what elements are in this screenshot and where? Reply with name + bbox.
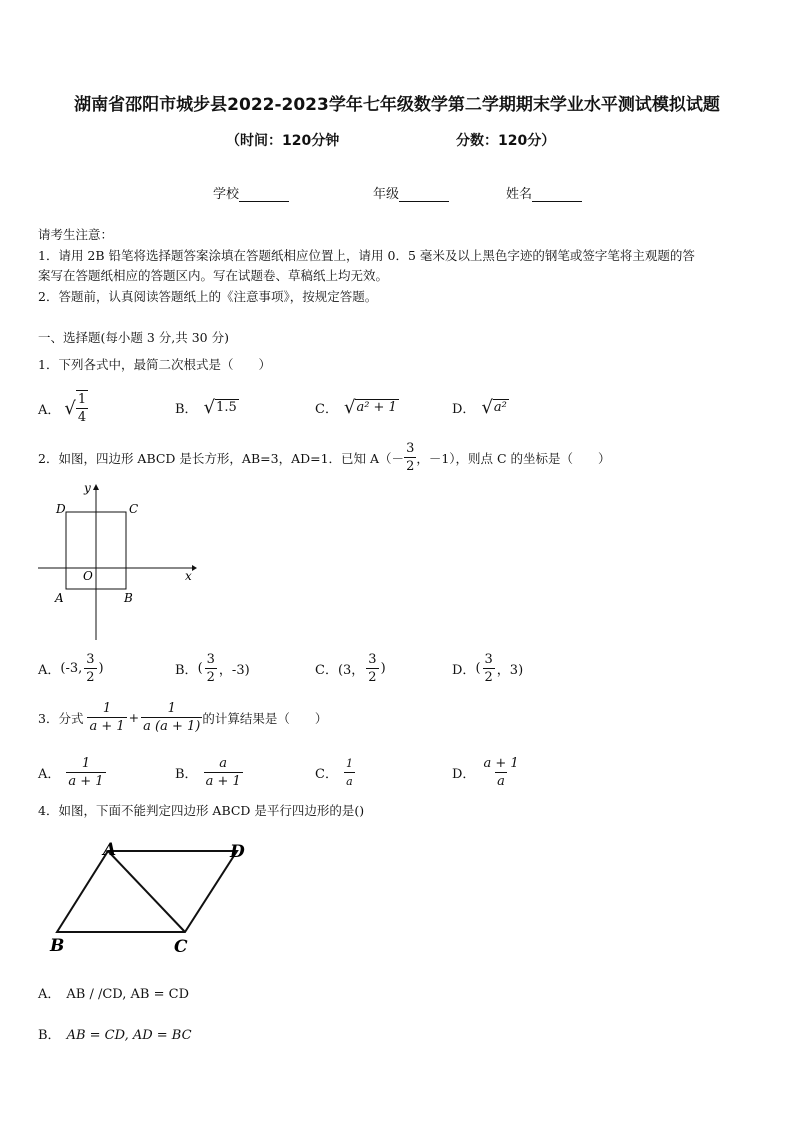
label-x: x: [185, 569, 192, 583]
q3-option-d: D． $\frac{a + 1}{a}$: [452, 756, 519, 789]
q1-option-a: A． √ $\frac{1}{4}$: [38, 392, 87, 425]
question-1-stem: 1．下列各式中，最简二次根式是（ ）: [38, 357, 271, 372]
q2-option-b: B． ( $\frac{3}{2}$ ，-3): [175, 652, 250, 685]
q3-option-b: B． $\frac{a}{a + 1}$: [175, 756, 241, 789]
q2-figure: [30, 480, 200, 645]
notice-line-1: 1．请用 2B 铅笔将选择题答案涂填在答题纸相应位置上，请用 0．5 毫米及以上黑色字迹的钢笔或签字笔将主观题的答: [38, 248, 695, 263]
label-b: B: [50, 936, 65, 956]
label-c: C: [174, 937, 188, 957]
q2-option-a: A． (-3, $\frac{3}{2}$ ): [38, 652, 104, 685]
q2-option-d: D． ( $\frac{3}{2}$ ，3): [452, 652, 524, 685]
q4-option-a: A． AB / /CD, AB = CD: [38, 987, 189, 1002]
grade-field: 年级: [373, 183, 449, 202]
notice-heading: 请考生注意：: [38, 227, 114, 242]
label-d: D: [230, 842, 245, 862]
q4-option-b: B． AB = CD, AD = BC: [38, 1028, 192, 1043]
exam-score: 分数：120分）: [456, 133, 556, 149]
q3-option-c: C． $\frac{1}{a}$: [315, 757, 353, 788]
label-y: y: [84, 481, 91, 495]
label-o: O: [83, 569, 93, 583]
school-field: 学校: [213, 183, 289, 202]
notice-line-2: 2．答题前，认真阅读答题纸上的《注意事项》，按规定答题。: [38, 289, 378, 304]
label-b: B: [124, 591, 133, 605]
q1-option-d: D． √ a²: [452, 397, 507, 418]
notice-line-1b: 案写在答题纸相应的答题区内。写在试题卷、草稿纸上均无效。: [38, 268, 389, 283]
question-4-stem: 4．如图，下面不能判定四边形 ABCD 是平行四边形的是(): [38, 803, 365, 818]
question-3-stem: 3．分式 $\frac{1}{a + 1}$ + $\frac{1}{a (a + 1)}$ 的计算结果是（ ）: [38, 701, 328, 734]
section-heading: 一、选择题(每小题 3 分,共 30 分): [38, 330, 229, 345]
q3-option-a: A． $\frac{1}{a + 1}$: [38, 756, 104, 789]
q4-parallelogram-figure: [45, 835, 260, 960]
page-title: 湖南省邵阳市城步县2022-2023学年七年级数学第二学期期末学业水平测试模拟试题: [74, 95, 720, 115]
exam-time: （时间：120分钟: [226, 133, 340, 149]
q1-option-b: B． √ 1.5: [175, 397, 237, 418]
label-d: D: [56, 502, 66, 516]
question-2-stem: 2．如图，四边形 ABCD 是长方形，AB=3，AD=1．已知 A（－ $\frac{3}{2}$ ，－1），则点 C 的坐标是（ ）: [38, 441, 611, 474]
q1-option-c: C． √ a² + 1: [315, 397, 397, 418]
name-field: 姓名: [506, 183, 582, 202]
label-a: A: [103, 840, 117, 860]
q2-option-c: C． (3， $\frac{3}{2}$ ): [315, 652, 386, 685]
label-a: A: [55, 591, 64, 605]
label-c: C: [129, 502, 139, 516]
